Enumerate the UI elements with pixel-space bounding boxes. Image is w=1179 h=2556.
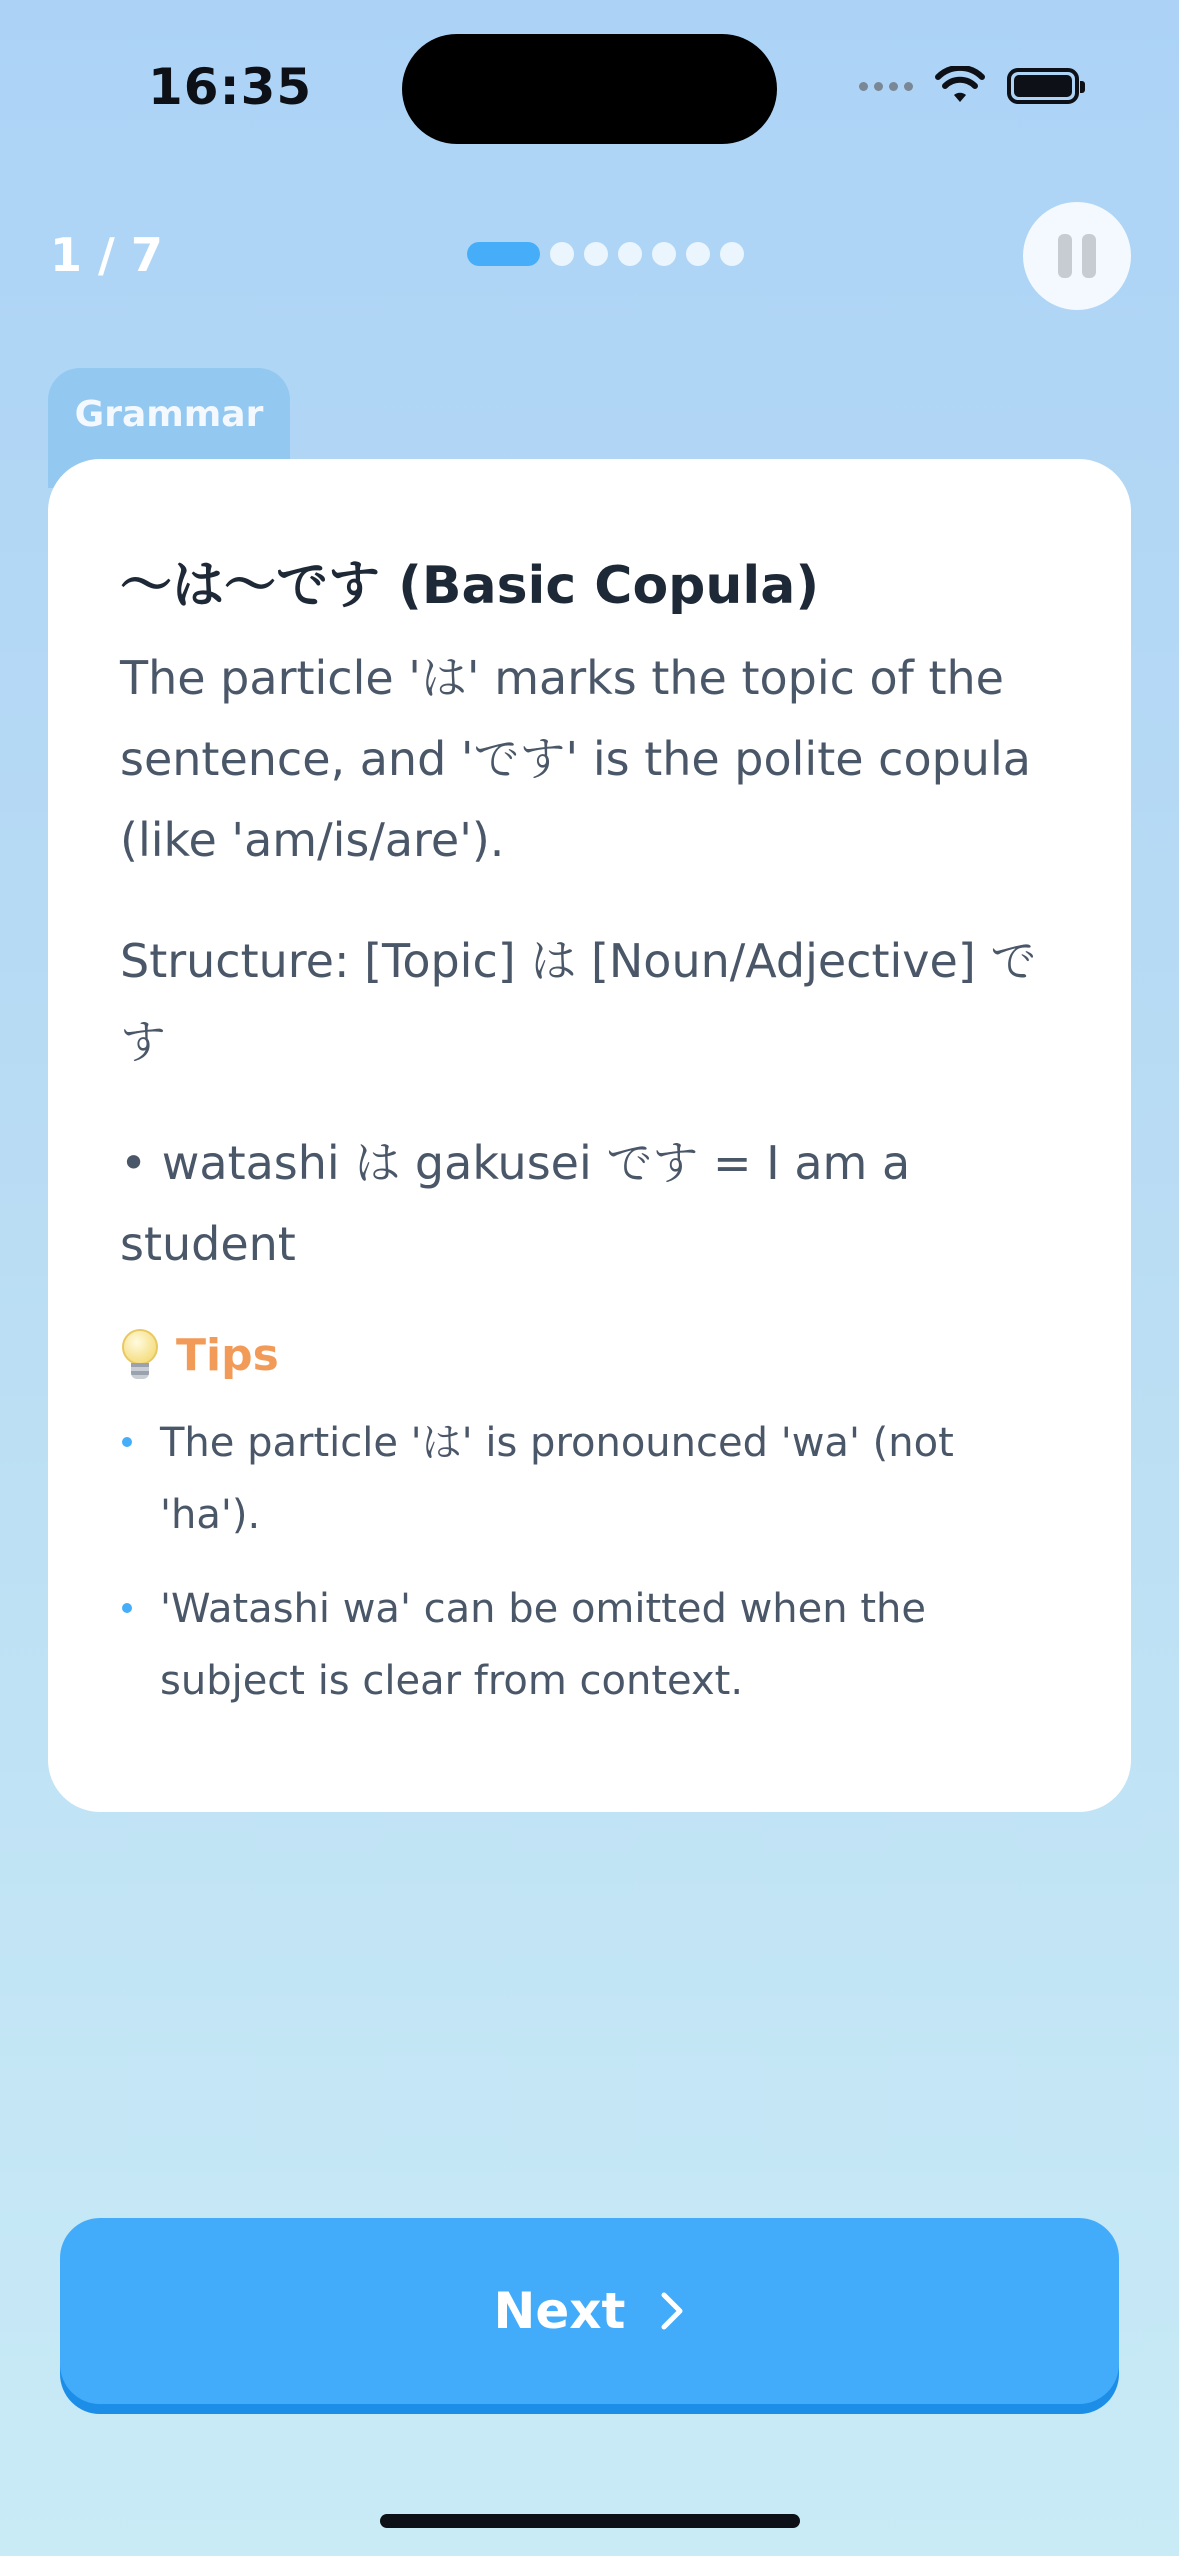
progress-dot-active <box>467 242 540 266</box>
lightbulb-icon <box>120 1329 160 1381</box>
progress-dot <box>686 242 710 266</box>
dynamic-island <box>402 34 777 144</box>
signal-icon <box>859 82 913 91</box>
wifi-icon <box>935 66 985 106</box>
tips-header <box>120 1329 1061 1381</box>
next-label: Next <box>493 2282 626 2340</box>
lesson-card <box>48 459 1131 1812</box>
lesson-title: 〜は〜です (Basic Copula) <box>120 556 820 616</box>
step-counter: 1 / 7 <box>50 228 163 282</box>
status-time: 16:35 <box>148 58 313 116</box>
explanation-text: The particle 'は' marks the topic of the sentence, and 'です' is the polite copula (like 'am/is/are'). <box>120 651 1031 867</box>
next-button[interactable] <box>60 2218 1119 2404</box>
progress-dot <box>550 242 574 266</box>
tip-item: 'Watashi wa' can be omitted when the subject is clear from context. <box>120 1573 1061 1717</box>
structure-text: Structure: [Topic] は [Noun/Adjective] です <box>120 934 1037 1069</box>
home-indicator <box>380 2514 800 2528</box>
progress-dot <box>618 242 642 266</box>
battery-icon <box>1007 68 1079 104</box>
progress-dot <box>720 242 744 266</box>
lesson-body <box>120 638 1061 1285</box>
category-tag: Grammar <box>48 368 290 488</box>
pause-button[interactable] <box>1023 202 1131 310</box>
progress-dot <box>584 242 608 266</box>
example-text: • watashi は gakusei です = I am a student <box>120 1136 911 1271</box>
status-icons <box>859 64 1079 108</box>
tips-title: Tips <box>176 1329 279 1381</box>
chevron-right-icon <box>659 2291 685 2331</box>
tip-item: The particle 'は' is pronounced 'wa' (not 'ha'). <box>120 1407 1061 1551</box>
tips-list <box>120 1407 1061 1717</box>
progress-dots <box>467 242 744 266</box>
progress-dot <box>652 242 676 266</box>
pause-icon <box>1058 234 1072 278</box>
